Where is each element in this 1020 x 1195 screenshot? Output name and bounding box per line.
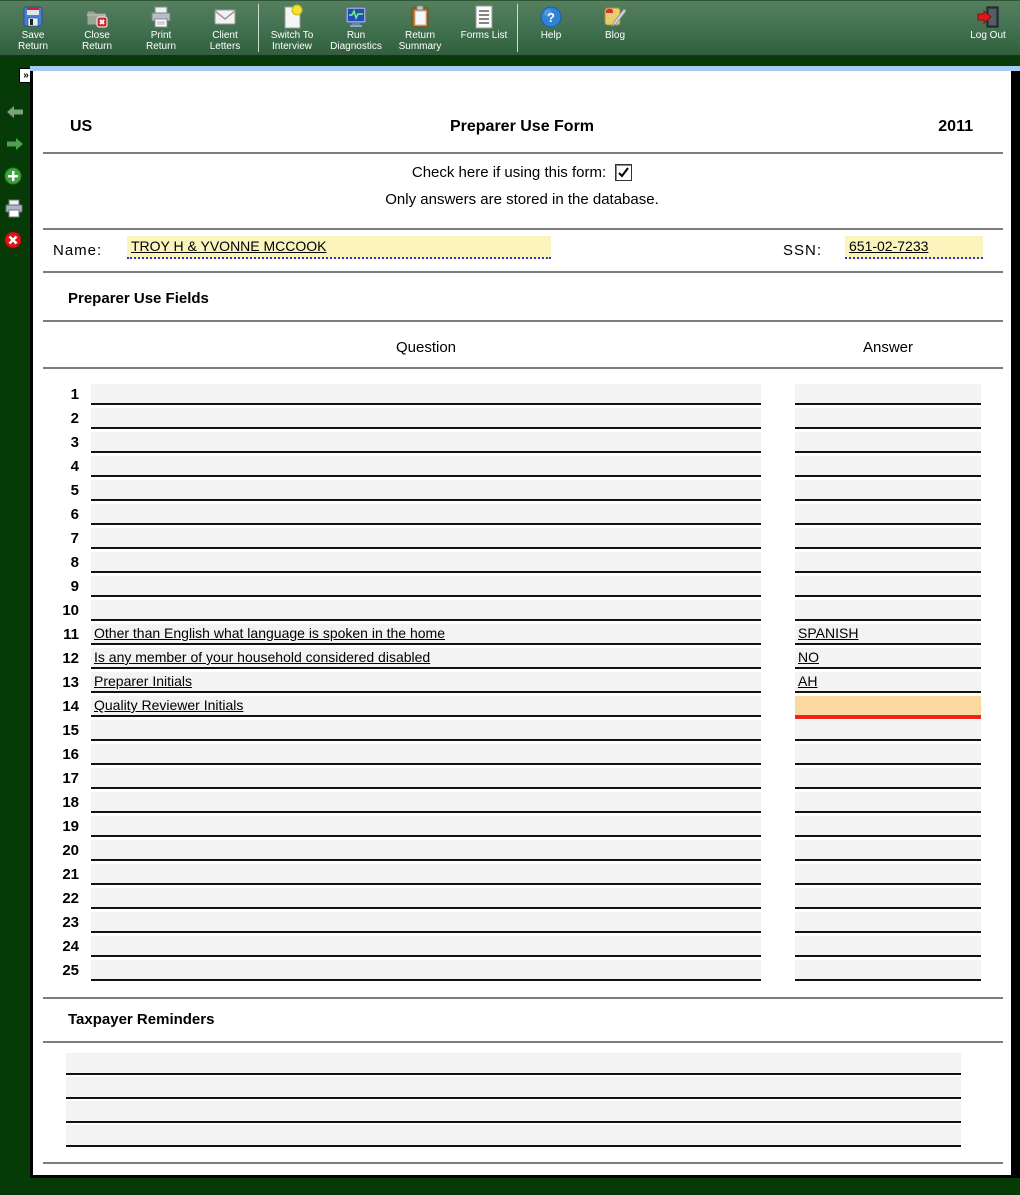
row-number: 11 — [63, 626, 79, 643]
question-row — [33, 792, 1011, 816]
answer-text — [795, 972, 798, 973]
row-number: 19 — [62, 818, 79, 835]
back-arrow-icon[interactable] — [5, 105, 25, 124]
checkmark-icon — [617, 166, 630, 179]
question-field[interactable] — [91, 432, 761, 453]
question-row — [33, 480, 1011, 504]
row-number: 8 — [70, 554, 79, 571]
question-text — [91, 804, 94, 805]
button-label: Close — [84, 30, 110, 41]
preparer-use-form — [30, 71, 1011, 1178]
question-row — [33, 696, 1011, 720]
question-row — [33, 624, 1011, 648]
answer-text — [795, 444, 798, 445]
question-field[interactable] — [91, 408, 761, 429]
question-field[interactable] — [91, 504, 761, 525]
row-number: 6 — [70, 506, 79, 523]
answer-text — [795, 468, 798, 469]
close-form-icon[interactable] — [4, 231, 22, 254]
question-row — [33, 552, 1011, 576]
answer-text — [795, 804, 798, 805]
answer-field[interactable] — [795, 792, 981, 813]
question-row — [33, 888, 1011, 912]
using-form-checkbox[interactable] — [615, 164, 632, 181]
clipboard-icon — [407, 4, 433, 30]
divider — [43, 997, 1003, 999]
question-text — [91, 564, 94, 565]
diagnostics-monitor-icon — [343, 4, 369, 30]
divider — [43, 1162, 1003, 1164]
question-text — [91, 876, 94, 877]
row-number: 2 — [70, 410, 79, 427]
button-label: Return — [145, 41, 176, 52]
answer-field[interactable] — [795, 744, 981, 765]
question-row — [33, 456, 1011, 480]
help-icon — [538, 4, 564, 30]
answer-field[interactable] — [795, 456, 981, 477]
section-title: Preparer Use Fields — [68, 290, 209, 307]
question-text — [91, 444, 94, 445]
question-row — [33, 384, 1011, 408]
row-number: 9 — [70, 578, 79, 595]
question-text — [91, 468, 94, 469]
question-row — [33, 504, 1011, 528]
question-text — [91, 972, 94, 973]
question-field[interactable] — [91, 816, 761, 837]
close-folder-icon — [84, 4, 110, 30]
close-return-button[interactable] — [65, 1, 129, 55]
answer-text — [795, 516, 798, 517]
divider — [43, 228, 1003, 230]
reminders-title: Taxpayer Reminders — [68, 1011, 215, 1028]
question-field[interactable] — [91, 912, 761, 933]
check-here-label: Check here if using this form: — [411, 163, 607, 181]
question-row — [33, 600, 1011, 624]
answer-text — [795, 900, 798, 901]
question-field[interactable] — [91, 960, 761, 981]
row-number: 23 — [62, 914, 79, 931]
panel-expander-button[interactable]: » — [19, 68, 33, 83]
answer-text — [795, 588, 798, 589]
question-row — [33, 648, 1011, 672]
question-row — [33, 672, 1011, 696]
reminder-line[interactable] — [66, 1101, 961, 1123]
page-title: Preparer Use Form — [449, 118, 595, 135]
reminder-line[interactable] — [66, 1125, 961, 1147]
name-label: Name: — [53, 242, 103, 259]
answer-text — [795, 492, 798, 493]
return-summary-button[interactable] — [388, 1, 452, 55]
answer-field[interactable] — [795, 768, 981, 789]
row-number: 5 — [70, 482, 79, 499]
name-field[interactable] — [127, 236, 551, 259]
button-label: Print — [150, 30, 172, 41]
question-field[interactable] — [91, 552, 761, 573]
divider — [43, 271, 1003, 273]
question-text — [91, 396, 94, 397]
question-text — [91, 492, 94, 493]
question-text — [91, 828, 94, 829]
answer-field[interactable] — [795, 672, 981, 693]
button-label: Switch To — [270, 30, 314, 41]
answer-text — [795, 732, 798, 733]
row-number: 13 — [62, 674, 79, 691]
question-field[interactable] — [91, 456, 761, 477]
page-right-gutter — [1011, 71, 1020, 1178]
question-text — [91, 780, 94, 781]
question-row — [33, 528, 1011, 552]
answer-text — [795, 924, 798, 925]
row-number: 17 — [62, 770, 79, 787]
question-text — [91, 852, 94, 853]
question-field[interactable] — [91, 792, 761, 813]
button-label: Interview — [271, 41, 312, 52]
question-field[interactable] — [91, 744, 761, 765]
run-diagnostics-button[interactable] — [324, 1, 388, 55]
save-icon — [20, 4, 46, 30]
add-form-icon[interactable] — [4, 167, 22, 190]
answer-field[interactable] — [795, 480, 981, 501]
question-row — [33, 864, 1011, 888]
question-field[interactable] — [91, 888, 761, 909]
question-row — [33, 408, 1011, 432]
question-field[interactable] — [91, 672, 761, 693]
row-number: 10 — [62, 602, 79, 619]
question-text — [91, 420, 94, 421]
interview-page-icon — [279, 4, 305, 30]
answer-field[interactable] — [795, 936, 981, 957]
row-number: 4 — [70, 458, 79, 475]
button-label: Return — [404, 30, 435, 41]
question-rows — [33, 384, 1011, 984]
answer-text — [795, 708, 798, 709]
answer-field[interactable] — [795, 408, 981, 429]
print-form-icon[interactable] — [3, 199, 25, 223]
button-label: Return — [17, 41, 48, 52]
question-field[interactable] — [91, 768, 761, 789]
answer-text — [795, 564, 798, 565]
question-row — [33, 744, 1011, 768]
svg-text:?: ? — [547, 10, 555, 25]
blog-button[interactable] — [583, 1, 647, 55]
toolbar-separator — [517, 4, 518, 52]
button-label: Client — [212, 30, 238, 41]
answer-field[interactable] — [795, 432, 981, 453]
answer-text: AH — [798, 673, 818, 689]
question-field[interactable] — [91, 720, 761, 741]
log-out-icon — [975, 4, 1001, 30]
question-field[interactable] — [91, 600, 761, 621]
answer-text — [795, 540, 798, 541]
button-label: Help — [540, 30, 562, 41]
question-field[interactable] — [91, 696, 761, 717]
ssn-value: 651-02-7233 — [849, 238, 929, 254]
divider — [43, 320, 1003, 322]
row-number: 16 — [62, 746, 79, 763]
question-row — [33, 840, 1011, 864]
button-label: Summary — [398, 41, 442, 52]
row-number: 14 — [62, 698, 79, 715]
tax-year-label: 2011 — [938, 118, 973, 135]
question-field[interactable] — [91, 576, 761, 597]
row-number: 3 — [70, 434, 79, 451]
answer-field[interactable] — [795, 696, 981, 717]
button-label: Blog — [604, 30, 625, 41]
answer-text — [795, 396, 798, 397]
forms-list-icon — [471, 4, 497, 30]
question-text — [91, 900, 94, 901]
printer-icon — [148, 4, 174, 30]
button-label: Diagnostics — [330, 41, 382, 52]
answer-field[interactable] — [795, 912, 981, 933]
question-row — [33, 960, 1011, 984]
row-number: 7 — [70, 530, 79, 547]
question-row — [33, 432, 1011, 456]
question-row — [33, 720, 1011, 744]
answer-text — [795, 420, 798, 421]
row-number: 15 — [62, 722, 79, 739]
question-text — [91, 516, 94, 517]
answer-field[interactable] — [795, 624, 981, 645]
answer-field[interactable] — [795, 888, 981, 909]
answer-field[interactable] — [795, 384, 981, 405]
answer-field[interactable] — [795, 552, 981, 573]
button-label: Letters — [209, 41, 241, 52]
answer-field[interactable] — [795, 960, 981, 981]
answer-text — [795, 780, 798, 781]
question-text — [91, 588, 94, 589]
row-number: 1 — [70, 386, 79, 403]
question-text — [91, 924, 94, 925]
answer-text: NO — [798, 649, 819, 665]
row-number: 12 — [62, 650, 79, 667]
answer-text: SPANISH — [798, 625, 859, 641]
row-number: 24 — [62, 938, 79, 955]
question-text: Is any member of your household considered disabled — [94, 649, 431, 665]
button-label: Return — [81, 41, 112, 52]
question-text — [91, 540, 94, 541]
answer-field[interactable] — [795, 504, 981, 525]
row-number: 20 — [62, 842, 79, 859]
save-return-button[interactable] — [1, 1, 65, 55]
button-label: Save — [21, 30, 45, 41]
divider — [43, 367, 1003, 369]
answer-field[interactable] — [795, 528, 981, 549]
help-button[interactable] — [519, 1, 583, 55]
button-label: Log Out — [970, 30, 1006, 41]
question-text: Preparer Initials — [94, 673, 193, 689]
button-label: Run — [346, 30, 366, 41]
answer-text — [795, 876, 798, 877]
question-field[interactable] — [91, 384, 761, 405]
reminder-line[interactable] — [66, 1077, 961, 1099]
question-field[interactable] — [91, 648, 761, 669]
database-note: Only answers are stored in the database. — [385, 191, 659, 208]
answer-field[interactable] — [795, 816, 981, 837]
question-text: Other than English what language is spoken in the home — [94, 625, 446, 641]
answer-text — [795, 852, 798, 853]
row-number: 25 — [62, 962, 79, 979]
row-number: 22 — [62, 890, 79, 907]
switch-to-interview-button[interactable] — [260, 1, 324, 55]
envelope-icon — [212, 4, 238, 30]
question-row — [33, 936, 1011, 960]
row-number: 18 — [62, 794, 79, 811]
ssn-label: SSN: — [783, 242, 823, 259]
print-return-button[interactable] — [129, 1, 193, 55]
answer-field[interactable] — [795, 648, 981, 669]
question-text: Quality Reviewer Initials — [94, 697, 244, 713]
answer-text — [795, 828, 798, 829]
question-text — [91, 948, 94, 949]
reminder-lines — [66, 1053, 961, 1149]
country-label: US — [70, 118, 93, 135]
answer-text — [795, 756, 798, 757]
question-text — [91, 612, 94, 613]
question-field[interactable] — [91, 480, 761, 501]
toolbar-separator — [258, 4, 259, 52]
client-letters-button[interactable] — [193, 1, 257, 55]
answer-field[interactable] — [795, 840, 981, 861]
ssn-field[interactable] — [845, 236, 983, 259]
log-out-button[interactable] — [956, 1, 1020, 55]
answer-field[interactable] — [795, 720, 981, 741]
question-column-header: Question — [395, 339, 457, 356]
answer-field[interactable] — [795, 576, 981, 597]
main-toolbar — [0, 0, 1020, 57]
question-field[interactable] — [91, 840, 761, 861]
question-field[interactable] — [91, 528, 761, 549]
question-row — [33, 768, 1011, 792]
answer-field[interactable] — [795, 864, 981, 885]
question-field[interactable] — [91, 936, 761, 957]
answer-column-header: Answer — [862, 339, 914, 356]
question-text — [91, 756, 94, 757]
divider — [43, 1041, 1003, 1043]
forward-arrow-icon[interactable] — [5, 137, 25, 156]
blog-scroll-icon — [602, 4, 628, 30]
button-label: Forms List — [460, 30, 508, 41]
question-field[interactable] — [91, 624, 761, 645]
question-field[interactable] — [91, 864, 761, 885]
question-text — [91, 732, 94, 733]
divider — [43, 152, 1003, 154]
name-value: TROY H & YVONNE MCCOOK — [131, 238, 327, 254]
row-number: 21 — [62, 866, 79, 883]
answer-text — [795, 612, 798, 613]
answer-text — [795, 948, 798, 949]
question-row — [33, 576, 1011, 600]
reminder-line[interactable] — [66, 1053, 961, 1075]
answer-field[interactable] — [795, 600, 981, 621]
forms-list-button[interactable] — [452, 1, 516, 55]
question-row — [33, 912, 1011, 936]
question-row — [33, 816, 1011, 840]
